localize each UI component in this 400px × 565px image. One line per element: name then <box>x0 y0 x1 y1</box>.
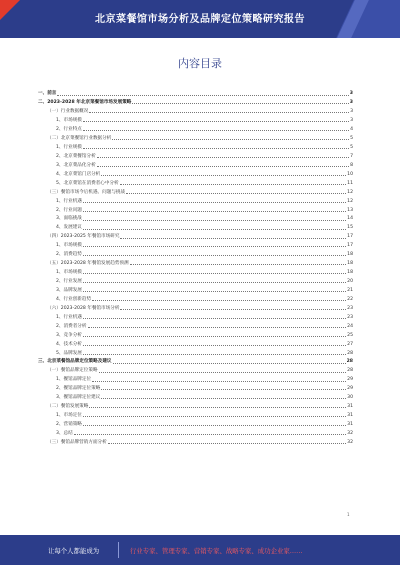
toc-entry[interactable] <box>38 267 353 276</box>
toc-entry[interactable] <box>38 392 353 401</box>
toc-entry-page: 31 <box>347 422 353 428</box>
toc-leader-dots <box>89 112 349 113</box>
toc-entry-page: 28 <box>347 368 353 374</box>
toc-leader-dots <box>83 220 346 221</box>
toc-leader-dots <box>130 264 347 265</box>
toc-entry-label: （六）2023-2028 年餐馆市场分析 <box>47 305 120 311</box>
toc-entry[interactable] <box>38 258 353 267</box>
toc-leader-dots <box>83 148 349 149</box>
toc-leader-dots <box>83 229 346 230</box>
toc-entry[interactable] <box>38 133 353 142</box>
toc-entry[interactable] <box>38 204 353 213</box>
toc-leader-dots <box>120 238 346 239</box>
toc-entry-label: 2、行业问题 <box>56 207 82 213</box>
toc-leader-dots <box>83 273 346 274</box>
toc-entry-page: 10 <box>347 171 353 177</box>
toc-entry-label: 5、北京菜馆在消费者心中分析 <box>56 180 119 186</box>
toc-leader-dots <box>83 130 349 131</box>
toc-entry[interactable] <box>38 142 353 151</box>
toc-entry[interactable] <box>38 177 353 186</box>
toc-leader-dots <box>83 354 346 355</box>
toc-entry[interactable] <box>38 437 353 446</box>
toc-leader-dots <box>97 157 349 158</box>
toc-entry-label: 3、北京菜品化分析 <box>56 162 96 168</box>
toc-leader-dots <box>83 425 346 426</box>
toc-leader-dots <box>57 95 348 96</box>
toc-entry-page: 31 <box>347 404 353 410</box>
toc-entry-page: 3 <box>350 109 353 115</box>
toc-entry-page: 3 <box>349 100 353 106</box>
footer-roles: 行业专家、管理专家、营销专家、战略专家、成功企业家…… <box>130 547 303 555</box>
toc-leader-dots <box>74 434 346 435</box>
toc-entry[interactable] <box>38 249 353 258</box>
toc-entry-page: 28 <box>346 359 353 365</box>
toc-entry[interactable] <box>38 186 353 195</box>
toc-entry[interactable] <box>38 97 353 106</box>
toc-entry[interactable] <box>38 151 353 160</box>
toc-entry-label: 1、餐馆品牌定位 <box>56 377 92 383</box>
toc-leader-dots <box>101 389 346 390</box>
table-of-contents <box>38 88 353 446</box>
toc-entry[interactable] <box>38 338 353 347</box>
toc-entry-page: 11 <box>347 180 353 186</box>
toc-entry-label: （二）北京菜餐馆行业数据分析 <box>47 136 112 142</box>
toc-leader-dots <box>120 309 346 310</box>
toc-entry[interactable] <box>38 213 353 222</box>
toc-entry-page: 5 <box>350 144 353 150</box>
toc-leader-dots <box>83 121 349 122</box>
toc-leader-dots <box>83 282 346 283</box>
footer-slogan: 让每个人都能成为 <box>48 547 100 555</box>
toc-entry[interactable] <box>38 383 353 392</box>
toc-entry-page: 21 <box>347 287 353 293</box>
toc-entry-label: 1、行业规模 <box>56 144 82 150</box>
toc-entry-page: 22 <box>347 296 353 302</box>
toc-entry[interactable] <box>38 374 353 383</box>
toc-entry-label: 3、总结 <box>56 430 73 436</box>
toc-entry-label: （三）餐馆市场今后机遇、问题与挑战 <box>47 189 126 195</box>
toc-entry-label: 1、市场定位 <box>56 413 82 419</box>
toc-leader-dots <box>112 139 349 140</box>
toc-entry-page: 29 <box>347 386 353 392</box>
toc-leader-dots <box>83 336 346 337</box>
toc-entry[interactable] <box>38 311 353 320</box>
toc-entry-label: （二）餐馆发展策略 <box>47 404 89 410</box>
toc-entry-page: 31 <box>347 413 353 419</box>
toc-entry[interactable] <box>38 401 353 410</box>
toc-entry[interactable] <box>38 168 353 177</box>
toc-leader-dots <box>113 363 346 364</box>
toc-entry[interactable] <box>38 222 353 231</box>
toc-entry[interactable] <box>38 160 353 169</box>
toc-entry-page: 13 <box>347 207 353 213</box>
toc-entry-page: 29 <box>347 377 353 383</box>
page-number: 1 <box>347 512 350 517</box>
toc-entry[interactable] <box>38 365 353 374</box>
toc-entry[interactable] <box>38 428 353 437</box>
toc-entry-label: （四）2023-2025 年餐馆市场研究 <box>47 234 120 240</box>
toc-entry-page: 12 <box>347 189 353 195</box>
toc-entry-label: 1、市场规模 <box>56 270 82 276</box>
toc-entry-label: 三、北京菜餐馆品牌定位策略及建议 <box>38 359 112 365</box>
toc-entry-page: 23 <box>347 314 353 320</box>
toc-entry[interactable] <box>38 294 353 303</box>
toc-heading: 内容目录 <box>178 57 222 70</box>
toc-entry-page: 8 <box>350 162 353 168</box>
toc-leader-dots <box>108 443 346 444</box>
toc-entry-page: 30 <box>347 395 353 401</box>
toc-entry-label: 1、行业机遇 <box>56 314 82 320</box>
toc-leader-dots <box>83 211 346 212</box>
toc-leader-dots <box>101 398 346 399</box>
toc-entry-label: 4、发展建议 <box>56 225 82 231</box>
toc-entry-page: 12 <box>347 198 353 204</box>
toc-leader-dots <box>99 372 347 373</box>
toc-entry-page: 20 <box>347 279 353 285</box>
toc-leader-dots <box>101 175 346 176</box>
toc-entry-label: 1、市场规模 <box>56 118 82 124</box>
toc-leader-dots <box>92 300 346 301</box>
toc-leader-dots <box>83 345 346 346</box>
toc-entry-label: 4、北京菜馆门店分析 <box>56 171 101 177</box>
toc-entry[interactable] <box>38 320 353 329</box>
toc-entry[interactable] <box>38 106 353 115</box>
toc-leader-dots <box>92 381 346 382</box>
footer-divider <box>118 542 119 558</box>
toc-entry-label: 2、餐馆品牌定位策略 <box>56 386 101 392</box>
toc-entry-label: 2、行业发展 <box>56 279 82 285</box>
toc-entry-label: 2、消费者分析 <box>56 323 87 329</box>
toc-entry-page: 25 <box>347 332 353 338</box>
toc-entry-label: 3、面临挑战 <box>56 216 82 222</box>
toc-entry[interactable] <box>38 347 353 356</box>
toc-leader-dots <box>83 255 346 256</box>
toc-entry[interactable] <box>38 88 353 97</box>
toc-entry-label: 5、品牌发展 <box>56 350 82 356</box>
toc-entry-label: 4、行业创新趋势 <box>56 296 92 302</box>
toc-entry-page: 17 <box>347 234 353 240</box>
toc-entry[interactable] <box>38 419 353 428</box>
toc-entry[interactable] <box>38 115 353 124</box>
toc-leader-dots <box>132 103 348 104</box>
toc-entry-label: （三）餐馆品牌营销方面分析 <box>47 439 107 445</box>
toc-entry-label: 3、餐馆品牌定位建议 <box>56 395 101 401</box>
toc-entry-label: 3、竞争分析 <box>56 332 82 338</box>
toc-entry-label: 2、行业特点 <box>56 127 82 133</box>
toc-entry[interactable] <box>38 240 353 249</box>
toc-entry[interactable] <box>38 195 353 204</box>
toc-entry-page: 23 <box>347 305 353 311</box>
toc-entry-page: 5 <box>350 136 353 142</box>
toc-entry-page: 4 <box>350 127 353 133</box>
toc-entry-label: 1、行业机遇 <box>56 198 82 204</box>
toc-entry[interactable] <box>38 276 353 285</box>
toc-leader-dots <box>120 184 346 185</box>
toc-entry[interactable] <box>38 303 353 312</box>
toc-entry-page: 14 <box>347 216 353 222</box>
toc-entry[interactable] <box>38 231 353 240</box>
toc-entry-label: （一）餐馆品牌定位策略 <box>47 368 98 374</box>
toc-entry-page: 18 <box>347 252 353 258</box>
toc-entry-label: （一）行业数据概况 <box>47 109 89 115</box>
toc-entry-label: 4、技术分析 <box>56 341 82 347</box>
toc-leader-dots <box>83 291 346 292</box>
toc-entry-label: （五）2023-2028 年餐馆发展趋势预测 <box>47 261 129 267</box>
toc-leader-dots <box>88 327 347 328</box>
toc-entry-page: 18 <box>347 261 353 267</box>
toc-entry-label: 2、消费趋势 <box>56 252 82 258</box>
toc-entry[interactable] <box>38 124 353 133</box>
toc-entry-label: 1、市场规模 <box>56 243 82 249</box>
toc-entry-page: 32 <box>347 430 353 436</box>
toc-entry-page: 3 <box>349 91 353 97</box>
toc-leader-dots <box>83 202 346 203</box>
footer-banner <box>0 535 400 565</box>
toc-leader-dots <box>126 193 346 194</box>
toc-entry[interactable] <box>38 356 353 365</box>
toc-entry-page: 24 <box>347 323 353 329</box>
toc-entry-page: 17 <box>347 243 353 249</box>
toc-entry-page: 3 <box>350 118 353 124</box>
toc-entry-label: 2、北京菜餐馆分析 <box>56 153 96 159</box>
report-title: 北京菜餐馆市场分析及品牌定位策略研究报告 <box>95 14 305 25</box>
toc-leader-dots <box>89 407 346 408</box>
toc-entry[interactable] <box>38 410 353 419</box>
toc-entry-page: 28 <box>347 350 353 356</box>
toc-entry[interactable] <box>38 285 353 294</box>
toc-entry-page: 7 <box>350 153 353 159</box>
toc-entry-label: 二、2023-2028 年北京菜餐馆市场发展策略 <box>38 100 132 106</box>
toc-entry-label: 3、品牌发展 <box>56 287 82 293</box>
toc-leader-dots <box>83 246 346 247</box>
toc-leader-dots <box>83 416 346 417</box>
toc-entry-page: 32 <box>347 439 353 445</box>
toc-entry-page: 18 <box>347 270 353 276</box>
toc-entry-page: 15 <box>347 225 353 231</box>
toc-entry-page: 27 <box>347 341 353 347</box>
toc-entry[interactable] <box>38 329 353 338</box>
toc-leader-dots <box>97 166 349 167</box>
toc-entry-label: 2、营销策略 <box>56 422 82 428</box>
toc-entry-label: 一、前言 <box>38 91 57 97</box>
toc-leader-dots <box>83 318 346 319</box>
